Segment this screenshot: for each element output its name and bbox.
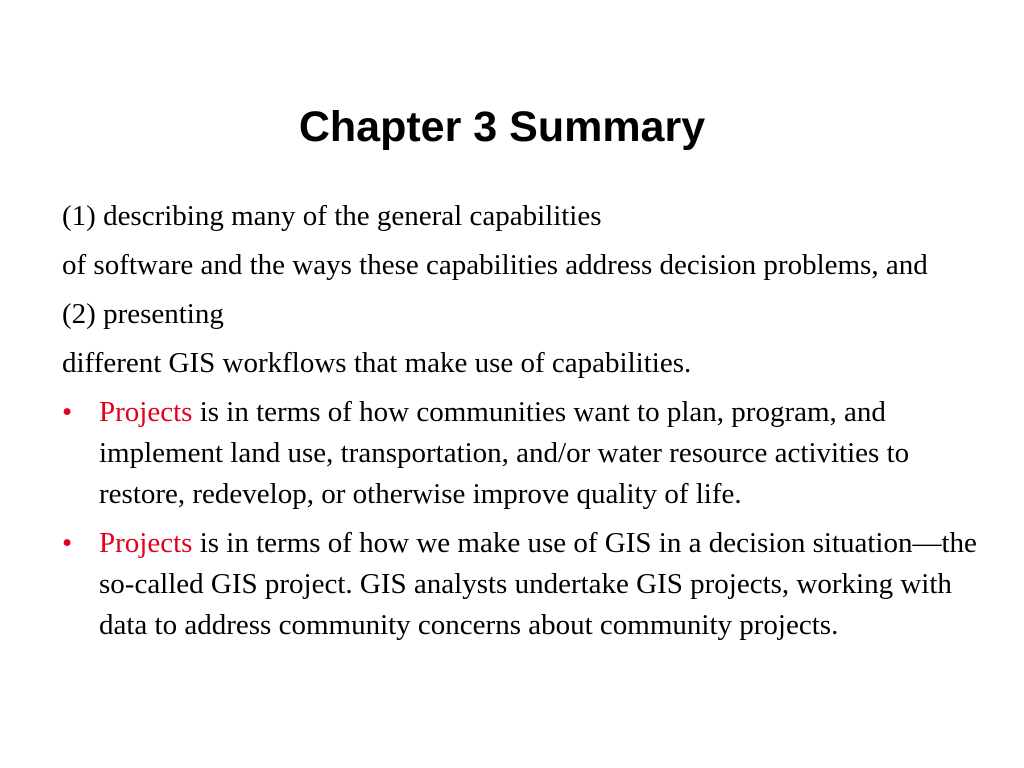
paragraph-3: (2) presenting <box>62 298 224 330</box>
bullet-marker: • <box>62 396 73 428</box>
bullet-highlight-projects: Projects <box>99 396 193 428</box>
bullet-text: is in terms of how we make use of GIS in a decision situation—the so-called GIS project. GIS analysts undertake GIS projects, working with data to address community concerns about community projects. <box>99 527 977 641</box>
bullet-text: is in terms of how communities want to plan, program, and implement land use, transportation, and/or water resource activities to restore, redevelop, or otherwise improve quality of life. <box>99 396 910 510</box>
paragraph-4: different GIS workflows that make use of capabilities. <box>62 347 692 379</box>
slide-body <box>62 196 1002 654</box>
bullet-highlight-projects: Projects <box>99 527 193 559</box>
slide-title: Chapter 3 Summary <box>298 103 706 151</box>
bullet-marker: • <box>62 527 73 559</box>
bullet-item-2 <box>62 523 1002 646</box>
paragraph-2: of software and the ways these capabilities address decision problems, and <box>62 249 928 281</box>
bullet-item-1 <box>62 392 1002 515</box>
paragraph-1: (1) describing many of the general capabilities <box>62 200 602 232</box>
